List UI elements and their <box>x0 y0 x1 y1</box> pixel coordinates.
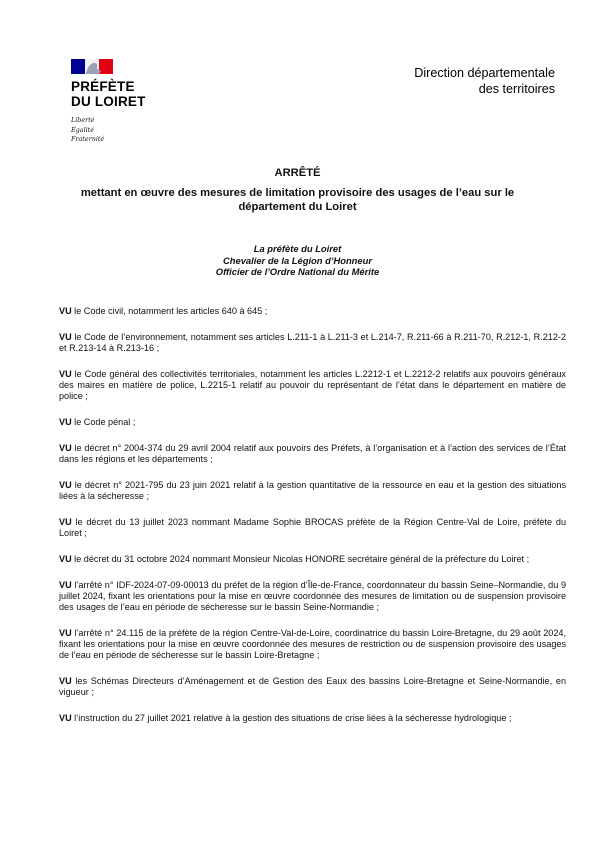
vu-paragraph <box>59 554 566 565</box>
document-title <box>60 167 535 214</box>
logo-du-loiret-text: DU LOIRET <box>71 94 146 109</box>
logo-prefete-text: PRÉFÈTE <box>71 79 135 94</box>
vu-text: le décret du 31 octobre 2024 nommant Monsieur Nicolas HONORE secrétaire général de la préfecture du Loiret ; <box>74 553 530 564</box>
vu-paragraph <box>59 480 566 502</box>
vu-paragraph <box>59 306 566 317</box>
issuing-direction <box>414 65 555 97</box>
vu-prefix: VU <box>59 479 72 490</box>
vu-paragraph <box>59 580 566 614</box>
vu-paragraph <box>59 332 566 354</box>
vu-prefix: VU <box>59 627 72 638</box>
authority-line-2: Chevalier de la Légion d’Honneur <box>223 254 372 266</box>
vu-prefix: VU <box>59 306 72 316</box>
vu-text: le Code pénal ; <box>74 417 136 427</box>
title-subject: mettant en œuvre des mesures de limitation provisoire des usages de l’eau sur le département du Loiret <box>80 186 515 213</box>
vu-text: les Schémas Directeurs d’Aménagement et de Gestion des Eaux des bassins Loire-Bretagne et Seine-Normandie, en vigueur ; <box>59 676 566 698</box>
vu-text: le Code de l’environnement, notamment ses articles L.211-1 à L.211-3 et L.214-7, R.211-66 à R.211-70, R.212-1, R.212-2 et R.213-14 à R.213-16 ; <box>59 331 566 353</box>
vu-paragraph <box>59 628 566 662</box>
vu-paragraph <box>59 517 566 539</box>
vu-text: l’instruction du 27 juillet 2021 relative à la gestion des situations de crise liées à la sécheresse hydrologique ; <box>74 713 512 723</box>
signing-authority <box>60 243 535 278</box>
motto-liberte: Liberté <box>71 116 95 124</box>
vu-prefix: VU <box>59 579 72 590</box>
republic-motto <box>71 116 104 145</box>
vu-text: le décret du 13 juillet 2023 nommant Madame Sophie BROCAS préfète de la Région Centre-Val de Loire, préfète du Loiret ; <box>59 516 566 538</box>
authority-line-3: Officier de l’Ordre National du Mérite <box>215 266 380 278</box>
vu-text: le Code général des collectivités territoriales, notamment les articles L.2212-1 et L.2212-2 relatifs aux pouvoirs généraux des maires en matière de police, L.2215-1 relatif au pouvoir du représentant de l’état dans le département en matière de police ; <box>59 368 566 402</box>
vu-text: le Code civil, notamment les articles 640 à 645 ; <box>74 306 268 316</box>
vu-text: l’arrêté n° 24.115 de la préfète de la région Centre-Val-de-Loire, coordinatrice du bassin Loire-Bretagne, du 29 août 2024, fixant les orientations pour la mise en œuvre coordonnée des mesures de restriction ou de suspension provisoire des usages de l’eau en période de sécheresse sur le bassin Loire-Bretagne ; <box>59 627 566 661</box>
marianne-logo-icon <box>71 59 113 74</box>
vu-text: le décret n° 2004-374 du 29 avril 2004 relatif aux pouvoirs des Préfets, à l’organisation et à l’action des services de l’État dans les régions et les départements ; <box>59 442 566 464</box>
vu-prefix: VU <box>59 331 72 342</box>
vu-paragraph <box>59 417 566 428</box>
motto-fraternite: Fraternité <box>71 135 105 144</box>
direction-line-1: Direction départementale <box>414 66 555 80</box>
vu-prefix: VU <box>59 713 72 723</box>
vu-paragraph <box>59 713 566 724</box>
vu-paragraph <box>59 369 566 403</box>
vu-text: le décret n° 2021-795 du 23 juin 2021 relatif à la gestion quantitative de la ressource en eau et la gestion des situations liées à la sécheresse ; <box>59 479 567 501</box>
vu-prefix: VU <box>59 553 72 564</box>
title-arrete: ARRÊTÉ <box>274 167 321 179</box>
vu-paragraph <box>59 676 566 698</box>
vu-prefix: VU <box>59 676 72 686</box>
vu-text: l’arrêté n° IDF-2024-07-09-00013 du préfet de la région d’Île-de-France, coordonnateur du bassin Seine–Normandie, du 9 juillet 2024, fixant les orientations pour la mise en œuvre coordonnée des mesures de limitation ou de suspension provisoire des usages de l’eau en période de sécheresse sur le bassin Seine-Normandie ; <box>59 579 566 612</box>
motto-egalite: Égalité <box>71 125 95 134</box>
vu-prefix: VU <box>59 368 72 379</box>
vu-prefix: VU <box>59 442 72 453</box>
direction-line-2: des territoires <box>478 82 555 96</box>
vu-paragraph <box>59 443 566 465</box>
authority-line-1: La préfète du Loiret <box>253 243 342 254</box>
vu-prefix: VU <box>59 516 72 527</box>
legal-basis-list <box>59 306 566 739</box>
vu-prefix: VU <box>59 417 72 427</box>
